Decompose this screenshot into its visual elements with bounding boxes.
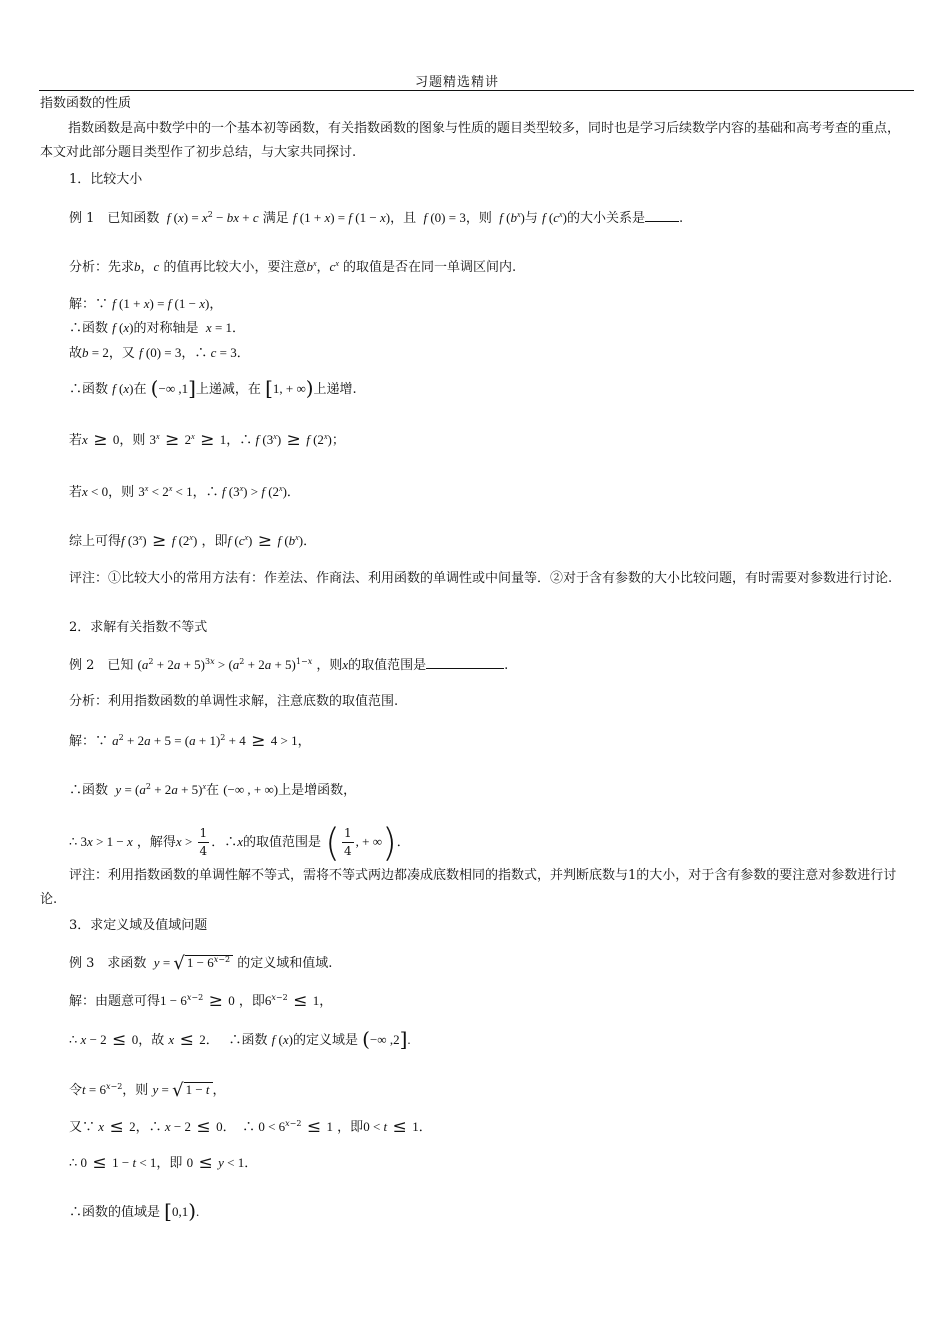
- case-2: 若x < 0，则 $3^x < 2^x < 1$，∴ f $(3^x) > f$ (2$^x$)．: [69, 484, 300, 500]
- solution-3-line-5: ∴ 0 ≤ 1 − t < 1，即 0 ≤ y < 1．: [69, 1153, 258, 1173]
- solution-3-line-6: ∴函数的值域是 [0,1).: [69, 1199, 200, 1223]
- solution-1-line-2: ∴函数 f (x)的对称轴是 x = 1．: [69, 320, 246, 336]
- fraction: $\frac{1}{4}$: [199, 826, 208, 858]
- example-1: 例 1 已知函数 f $(x) = x^2$ − bx + c 满足 f (1 + x) = f (1 − x)，且 f (0) = 3，则 f $(b^x)$与 f $(c^x)$的大小关系是 .: [69, 210, 684, 226]
- fraction: $\frac{1}{4}$: [343, 826, 352, 858]
- example-1-label: 例 1 已知函数: [69, 211, 160, 226]
- solution-3-line-3: 令$t = 6^{x-2}$，则 y = √ 1 − t ，: [69, 1080, 226, 1101]
- solution-2-line-1: 解：∵ $a^2 + 2a + 5 = (a + 1)^2 + 4 \ge 4 > 1$，: [69, 731, 311, 751]
- doc-title: 指数函数的性质: [40, 96, 132, 111]
- answer-blank: [645, 211, 679, 222]
- intro-paragraph: 指数函数是高中数学中的一个基本初等函数，有关指数函数的图象与性质的题目类型较多，同时也是学习后续数学内容的基础和高考考查的重点，本文对此部分题目类型作了初步总结，与大家共同探讨.: [40, 121, 901, 160]
- solution-2-line-3: ∴ 3x > 1 − x ，解得x > $\frac{1}{4}$ ．∴x的取值范围是 ( $\frac{1}{4}$ , + ∞)．: [69, 820, 410, 865]
- solution-1-line-3: 故b = 2，又 f (0) = 3，∴ c = 3．: [69, 345, 250, 361]
- solution-3-line-2: ∴ x − 2 ≤ 0，故 x ≤ 2． ∴函数 f (x)的定义域是 (−∞ ,2].: [69, 1027, 411, 1051]
- example-2: 例 2 已知 $(a^2 + 2a + 5)^{3x} > (a^2 + 2a + 5)^{1-x}$ ，则x的取值范围是 .: [69, 657, 509, 673]
- review-2: 评注：利用指数函数的单调性解不等式，需将不等式两边都凑成底数相同的指数式，并判断底数与1的大小，对于含有参数的要注意对参数进行讨论.: [40, 868, 897, 907]
- example-3: 例 3 求函数 y = √ $1 - 6^{x-2}$ 的定义域和值域.: [69, 953, 333, 974]
- header-rule: [39, 90, 914, 91]
- solution-1-line-1: 解：∵ f (1 + x) = f (1 − x)，: [69, 296, 223, 312]
- section-2-heading: 2．求解有关指数不等式: [69, 620, 208, 635]
- solution-2-line-2: ∴函数 $y = (a^2 + 2a + 5)^x$在 (−∞ , + ∞)上是增函数，: [69, 782, 357, 798]
- page-header: 习题精选精讲: [414, 75, 499, 90]
- section-3-heading: 3．求定义域及值域问题: [69, 918, 208, 933]
- analysis-2: 分析：利用指数函数的单调性求解，注意底数的取值范围.: [69, 694, 399, 709]
- solution-1-line-4: ∴函数 f (x)在 (−∞ ,1]上递减，在 [1, + ∞)上递增.: [69, 376, 357, 400]
- solution-3-line-4: 又∵ x ≤ 2，∴ x − 2 ≤ 0． ∴ $0 < 6^{x-2} \le 1$ ，即0 < t ≤ 1．: [69, 1117, 432, 1137]
- case-1: 若x ≥ 0，则 $3^x \ge 2^x \ge 1$，∴ f $(3^x) \ge f$ (2$^x$)；: [69, 430, 345, 450]
- conclusion-1: 综上可得f $(3^x) \ge f$ (2$^x$) ，即f $(c^x) \ge f$ $(b^x)$．: [69, 531, 317, 551]
- section-1-heading: 1．比较大小: [69, 172, 143, 187]
- answer-blank: [426, 658, 504, 669]
- analysis-1: 分析：先求b，c 的值再比较大小，要注意$b^x$，$c^x$ 的取值是否在同一单调区间内.: [69, 259, 517, 275]
- solution-3-line-1: 解：由题意可得$1 - 6^{x-2} \ge 0$ ，即$6^{x-2} \le 1$，: [69, 991, 333, 1011]
- review-1: 评注：①比较大小的常用方法有：作差法、作商法、利用函数的单调性或中间量等．②对于含有参数的大小比较问题，有时需要对参数进行讨论.: [69, 571, 893, 586]
